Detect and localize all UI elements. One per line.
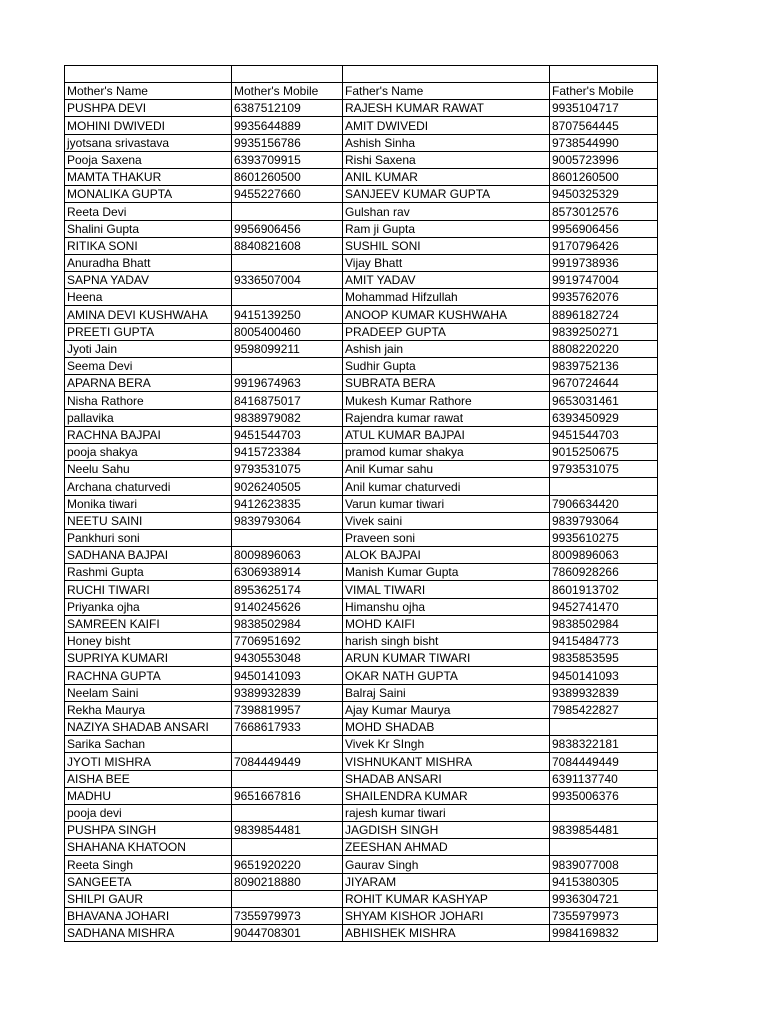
table-row bbox=[65, 306, 658, 323]
mothers-mobile-cell bbox=[232, 890, 343, 907]
fathers-mobile-cell: 9170796426 bbox=[550, 237, 658, 254]
fathers-mobile-cell: 9935610275 bbox=[550, 529, 658, 546]
mothers-name-cell: Neelu Sahu bbox=[65, 461, 232, 478]
fathers-name-cell: Vivek saini bbox=[343, 512, 550, 529]
table-row bbox=[65, 753, 658, 770]
table-row bbox=[65, 100, 658, 117]
header-row bbox=[65, 83, 658, 100]
mothers-name-cell: RUCHI TIWARI bbox=[65, 581, 232, 598]
fathers-name-cell: ZEESHAN AHMAD bbox=[343, 839, 550, 856]
fathers-mobile-cell: 9838322181 bbox=[550, 736, 658, 753]
fathers-mobile-cell: 9738544990 bbox=[550, 134, 658, 151]
mothers-name-cell: BHAVANA JOHARI bbox=[65, 908, 232, 925]
fathers-name-cell: rajesh kumar tiwari bbox=[343, 804, 550, 821]
fathers-name-cell: Anil Kumar sahu bbox=[343, 461, 550, 478]
fathers-name-cell: ARUN KUMAR TIWARI bbox=[343, 650, 550, 667]
table-row bbox=[65, 117, 658, 134]
mothers-name-cell: Rekha Maurya bbox=[65, 701, 232, 718]
fathers-mobile-cell: 9452741470 bbox=[550, 598, 658, 615]
mothers-mobile-cell bbox=[232, 736, 343, 753]
mothers-name-cell: SAMREEN KAIFI bbox=[65, 615, 232, 632]
table-row bbox=[65, 134, 658, 151]
fathers-mobile-cell: 8601260500 bbox=[550, 168, 658, 185]
fathers-name-cell: SHAILENDRA KUMAR bbox=[343, 787, 550, 804]
fathers-mobile-cell: 9839793064 bbox=[550, 512, 658, 529]
fathers-mobile-cell: 9935762076 bbox=[550, 289, 658, 306]
mothers-mobile-cell: 7398819957 bbox=[232, 701, 343, 718]
fathers-mobile-cell: 9415380305 bbox=[550, 873, 658, 890]
fathers-mobile-cell: 9670724644 bbox=[550, 375, 658, 392]
mothers-name-cell: MOHINI DWIVEDI bbox=[65, 117, 232, 134]
fathers-name-cell: Ram ji Gupta bbox=[343, 220, 550, 237]
mothers-mobile-cell: 8840821608 bbox=[232, 237, 343, 254]
mothers-mobile-cell: 9651920220 bbox=[232, 856, 343, 873]
fathers-mobile-cell: 7906634420 bbox=[550, 495, 658, 512]
fathers-mobile-cell bbox=[550, 804, 658, 821]
fathers-mobile-cell: 9936304721 bbox=[550, 890, 658, 907]
table-row bbox=[65, 804, 658, 821]
fathers-mobile-cell: 9450325329 bbox=[550, 186, 658, 203]
mothers-mobile-cell: 9026240505 bbox=[232, 478, 343, 495]
fathers-mobile-cell: 8009896063 bbox=[550, 547, 658, 564]
table-row bbox=[65, 701, 658, 718]
fathers-mobile-cell: 8808220220 bbox=[550, 340, 658, 357]
cell bbox=[65, 66, 232, 83]
table-row bbox=[65, 908, 658, 925]
fathers-name-cell: Sudhir Gupta bbox=[343, 358, 550, 375]
header-fathers-name: Father's Name bbox=[343, 83, 550, 100]
fathers-mobile-cell: 7860928266 bbox=[550, 564, 658, 581]
mothers-mobile-cell: 9651667816 bbox=[232, 787, 343, 804]
mothers-mobile-cell bbox=[232, 254, 343, 271]
fathers-name-cell: VISHNUKANT MISHRA bbox=[343, 753, 550, 770]
table-row bbox=[65, 323, 658, 340]
fathers-mobile-cell: 9015250675 bbox=[550, 443, 658, 460]
table-row bbox=[65, 443, 658, 460]
mothers-name-cell: Neelam Saini bbox=[65, 684, 232, 701]
mothers-name-cell: SADHANA BAJPAI bbox=[65, 547, 232, 564]
mothers-mobile-cell: 8090218880 bbox=[232, 873, 343, 890]
fathers-mobile-cell: 9956906456 bbox=[550, 220, 658, 237]
blank-row bbox=[65, 66, 658, 83]
table-row bbox=[65, 426, 658, 443]
mothers-mobile-cell bbox=[232, 839, 343, 856]
cell bbox=[232, 66, 343, 83]
mothers-mobile-cell: 6387512109 bbox=[232, 100, 343, 117]
mothers-mobile-cell: 8601260500 bbox=[232, 168, 343, 185]
cell bbox=[550, 66, 658, 83]
fathers-name-cell: ALOK BAJPAI bbox=[343, 547, 550, 564]
fathers-name-cell: Mohammad Hifzullah bbox=[343, 289, 550, 306]
mothers-name-cell: SAPNA YADAV bbox=[65, 272, 232, 289]
table-row bbox=[65, 340, 658, 357]
mothers-mobile-cell bbox=[232, 529, 343, 546]
fathers-mobile-cell: 8896182724 bbox=[550, 306, 658, 323]
mothers-mobile-cell bbox=[232, 804, 343, 821]
fathers-mobile-cell: 6391137740 bbox=[550, 770, 658, 787]
table-row bbox=[65, 254, 658, 271]
fathers-name-cell: ATUL KUMAR BAJPAI bbox=[343, 426, 550, 443]
table-row bbox=[65, 839, 658, 856]
fathers-name-cell: Vijay Bhatt bbox=[343, 254, 550, 271]
fathers-mobile-cell: 8573012576 bbox=[550, 203, 658, 220]
mothers-name-cell: MADHU bbox=[65, 787, 232, 804]
fathers-mobile-cell: 7985422827 bbox=[550, 701, 658, 718]
header-mothers-name: Mother's Name bbox=[65, 83, 232, 100]
mothers-name-cell: Sarika Sachan bbox=[65, 736, 232, 753]
mothers-name-cell: Seema Devi bbox=[65, 358, 232, 375]
fathers-mobile-cell: 9839752136 bbox=[550, 358, 658, 375]
parents-contact-table bbox=[64, 65, 658, 942]
fathers-mobile-cell: 9835853595 bbox=[550, 650, 658, 667]
fathers-name-cell: MOHD SHADAB bbox=[343, 718, 550, 735]
cell bbox=[343, 66, 550, 83]
table-row bbox=[65, 220, 658, 237]
mothers-name-cell: Honey bisht bbox=[65, 633, 232, 650]
mothers-mobile-cell: 9838502984 bbox=[232, 615, 343, 632]
mothers-mobile-cell bbox=[232, 770, 343, 787]
fathers-mobile-cell: 9450141093 bbox=[550, 667, 658, 684]
fathers-mobile-cell: 9935006376 bbox=[550, 787, 658, 804]
fathers-mobile-cell: 9451544703 bbox=[550, 426, 658, 443]
spreadsheet bbox=[64, 65, 658, 942]
header-mothers-mobile: Mother's Mobile bbox=[232, 83, 343, 100]
mothers-name-cell: NEETU SAINI bbox=[65, 512, 232, 529]
fathers-mobile-cell: 9839250271 bbox=[550, 323, 658, 340]
table-row bbox=[65, 736, 658, 753]
fathers-name-cell: VIMAL TIWARI bbox=[343, 581, 550, 598]
fathers-name-cell: AMIT DWIVEDI bbox=[343, 117, 550, 134]
mothers-mobile-cell: 8416875017 bbox=[232, 392, 343, 409]
fathers-name-cell: Vivek Kr SIngh bbox=[343, 736, 550, 753]
mothers-name-cell: jyotsana srivastava bbox=[65, 134, 232, 151]
mothers-name-cell: PUSHPA SINGH bbox=[65, 822, 232, 839]
fathers-mobile-cell: 9919747004 bbox=[550, 272, 658, 289]
mothers-name-cell: Archana chaturvedi bbox=[65, 478, 232, 495]
mothers-name-cell: Rashmi Gupta bbox=[65, 564, 232, 581]
fathers-name-cell: Manish Kumar Gupta bbox=[343, 564, 550, 581]
fathers-name-cell: harish singh bisht bbox=[343, 633, 550, 650]
mothers-name-cell: APARNA BERA bbox=[65, 375, 232, 392]
fathers-name-cell: SHADAB ANSARI bbox=[343, 770, 550, 787]
mothers-mobile-cell: 7084449449 bbox=[232, 753, 343, 770]
mothers-name-cell: pallavika bbox=[65, 409, 232, 426]
mothers-name-cell: MAMTA THAKUR bbox=[65, 168, 232, 185]
table-row bbox=[65, 684, 658, 701]
fathers-mobile-cell: 9793531075 bbox=[550, 461, 658, 478]
mothers-mobile-cell: 9412623835 bbox=[232, 495, 343, 512]
fathers-mobile-cell: 7084449449 bbox=[550, 753, 658, 770]
fathers-mobile-cell: 9389932839 bbox=[550, 684, 658, 701]
fathers-mobile-cell: 9653031461 bbox=[550, 392, 658, 409]
fathers-name-cell: PRADEEP GUPTA bbox=[343, 323, 550, 340]
mothers-mobile-cell: 9935644889 bbox=[232, 117, 343, 134]
mothers-name-cell: Shalini Gupta bbox=[65, 220, 232, 237]
fathers-name-cell: Balraj Saini bbox=[343, 684, 550, 701]
mothers-name-cell: AMINA DEVI KUSHWAHA bbox=[65, 306, 232, 323]
mothers-name-cell: Monika tiwari bbox=[65, 495, 232, 512]
table-row bbox=[65, 650, 658, 667]
table-row bbox=[65, 564, 658, 581]
mothers-name-cell: SADHANA MISHRA bbox=[65, 925, 232, 942]
fathers-mobile-cell: 8707564445 bbox=[550, 117, 658, 134]
fathers-name-cell: ANOOP KUMAR KUSHWAHA bbox=[343, 306, 550, 323]
table-row bbox=[65, 375, 658, 392]
fathers-name-cell: JIYARAM bbox=[343, 873, 550, 890]
fathers-name-cell: MOHD KAIFI bbox=[343, 615, 550, 632]
mothers-mobile-cell: 9839793064 bbox=[232, 512, 343, 529]
mothers-mobile-cell: 8953625174 bbox=[232, 581, 343, 598]
table-row bbox=[65, 873, 658, 890]
mothers-mobile-cell: 9793531075 bbox=[232, 461, 343, 478]
mothers-mobile-cell bbox=[232, 289, 343, 306]
mothers-mobile-cell: 9919674963 bbox=[232, 375, 343, 392]
fathers-name-cell: Gaurav Singh bbox=[343, 856, 550, 873]
mothers-name-cell: RACHNA GUPTA bbox=[65, 667, 232, 684]
mothers-mobile-cell: 6306938914 bbox=[232, 564, 343, 581]
fathers-mobile-cell: 9839854481 bbox=[550, 822, 658, 839]
mothers-mobile-cell: 9450141093 bbox=[232, 667, 343, 684]
mothers-mobile-cell: 7668617933 bbox=[232, 718, 343, 735]
fathers-mobile-cell: 9919738936 bbox=[550, 254, 658, 271]
fathers-mobile-cell: 9005723996 bbox=[550, 151, 658, 168]
fathers-name-cell: Himanshu ojha bbox=[343, 598, 550, 615]
fathers-name-cell: ABHISHEK MISHRA bbox=[343, 925, 550, 942]
fathers-mobile-cell bbox=[550, 839, 658, 856]
fathers-mobile-cell: 6393450929 bbox=[550, 409, 658, 426]
mothers-mobile-cell: 9389932839 bbox=[232, 684, 343, 701]
table-row bbox=[65, 358, 658, 375]
fathers-mobile-cell: 9415484773 bbox=[550, 633, 658, 650]
mothers-mobile-cell: 9455227660 bbox=[232, 186, 343, 203]
fathers-name-cell: Ashish Sinha bbox=[343, 134, 550, 151]
mothers-name-cell: Heena bbox=[65, 289, 232, 306]
mothers-name-cell: SHAHANA KHATOON bbox=[65, 839, 232, 856]
mothers-name-cell: SANGEETA bbox=[65, 873, 232, 890]
mothers-name-cell: PREETI GUPTA bbox=[65, 323, 232, 340]
table-row bbox=[65, 718, 658, 735]
mothers-mobile-cell bbox=[232, 358, 343, 375]
mothers-name-cell: Pankhuri soni bbox=[65, 529, 232, 546]
fathers-name-cell: OKAR NATH GUPTA bbox=[343, 667, 550, 684]
table-row bbox=[65, 822, 658, 839]
mothers-mobile-cell: 9838979082 bbox=[232, 409, 343, 426]
mothers-name-cell: pooja devi bbox=[65, 804, 232, 821]
table-row bbox=[65, 615, 658, 632]
fathers-name-cell: SUSHIL SONI bbox=[343, 237, 550, 254]
mothers-name-cell: RITIKA SONI bbox=[65, 237, 232, 254]
table-row bbox=[65, 478, 658, 495]
table-row bbox=[65, 925, 658, 942]
table-row bbox=[65, 890, 658, 907]
fathers-name-cell: pramod kumar shakya bbox=[343, 443, 550, 460]
table-row bbox=[65, 151, 658, 168]
fathers-name-cell: Praveen soni bbox=[343, 529, 550, 546]
fathers-name-cell: JAGDISH SINGH bbox=[343, 822, 550, 839]
fathers-mobile-cell: 7355979973 bbox=[550, 908, 658, 925]
table-row bbox=[65, 770, 658, 787]
table-row bbox=[65, 392, 658, 409]
mothers-name-cell: Reeta Devi bbox=[65, 203, 232, 220]
mothers-mobile-cell: 9140245626 bbox=[232, 598, 343, 615]
table-row bbox=[65, 856, 658, 873]
table-row bbox=[65, 289, 658, 306]
mothers-name-cell: Anuradha Bhatt bbox=[65, 254, 232, 271]
table-row bbox=[65, 203, 658, 220]
fathers-name-cell: Mukesh Kumar Rathore bbox=[343, 392, 550, 409]
mothers-name-cell: pooja shakya bbox=[65, 443, 232, 460]
mothers-name-cell: Nisha Rathore bbox=[65, 392, 232, 409]
table-row bbox=[65, 667, 658, 684]
fathers-name-cell: Varun kumar tiwari bbox=[343, 495, 550, 512]
table-row bbox=[65, 237, 658, 254]
table-row bbox=[65, 598, 658, 615]
fathers-name-cell: SHYAM KISHOR JOHARI bbox=[343, 908, 550, 925]
table-row bbox=[65, 186, 658, 203]
mothers-name-cell: JYOTI MISHRA bbox=[65, 753, 232, 770]
mothers-name-cell: SUPRIYA KUMARI bbox=[65, 650, 232, 667]
fathers-name-cell: Rishi Saxena bbox=[343, 151, 550, 168]
mothers-name-cell: Pooja Saxena bbox=[65, 151, 232, 168]
mothers-name-cell: RACHNA BAJPAI bbox=[65, 426, 232, 443]
fathers-name-cell: Gulshan rav bbox=[343, 203, 550, 220]
fathers-name-cell: AMIT YADAV bbox=[343, 272, 550, 289]
mothers-mobile-cell: 9415723384 bbox=[232, 443, 343, 460]
table-row bbox=[65, 409, 658, 426]
mothers-mobile-cell: 9451544703 bbox=[232, 426, 343, 443]
fathers-name-cell: Ashish jain bbox=[343, 340, 550, 357]
fathers-name-cell: SANJEEV KUMAR GUPTA bbox=[343, 186, 550, 203]
table-row bbox=[65, 787, 658, 804]
mothers-mobile-cell: 9336507004 bbox=[232, 272, 343, 289]
fathers-name-cell: SUBRATA BERA bbox=[343, 375, 550, 392]
fathers-mobile-cell: 8601913702 bbox=[550, 581, 658, 598]
mothers-mobile-cell: 9598099211 bbox=[232, 340, 343, 357]
fathers-mobile-cell: 9935104717 bbox=[550, 100, 658, 117]
mothers-name-cell: PUSHPA DEVI bbox=[65, 100, 232, 117]
mothers-name-cell: Reeta Singh bbox=[65, 856, 232, 873]
mothers-name-cell: NAZIYA SHADAB ANSARI bbox=[65, 718, 232, 735]
mothers-mobile-cell bbox=[232, 203, 343, 220]
mothers-mobile-cell: 9430553048 bbox=[232, 650, 343, 667]
table-row bbox=[65, 495, 658, 512]
fathers-name-cell: Anil kumar chaturvedi bbox=[343, 478, 550, 495]
mothers-name-cell: MONALIKA GUPTA bbox=[65, 186, 232, 203]
mothers-mobile-cell: 8005400460 bbox=[232, 323, 343, 340]
fathers-name-cell: Rajendra kumar rawat bbox=[343, 409, 550, 426]
mothers-mobile-cell: 8009896063 bbox=[232, 547, 343, 564]
fathers-mobile-cell: 9838502984 bbox=[550, 615, 658, 632]
header-fathers-mobile: Father's Mobile bbox=[550, 83, 658, 100]
mothers-name-cell: AISHA BEE bbox=[65, 770, 232, 787]
fathers-name-cell: ANIL KUMAR bbox=[343, 168, 550, 185]
table-row bbox=[65, 461, 658, 478]
mothers-mobile-cell: 9956906456 bbox=[232, 220, 343, 237]
table-row bbox=[65, 168, 658, 185]
mothers-mobile-cell: 9839854481 bbox=[232, 822, 343, 839]
fathers-mobile-cell: 9839077008 bbox=[550, 856, 658, 873]
mothers-mobile-cell: 9044708301 bbox=[232, 925, 343, 942]
fathers-mobile-cell bbox=[550, 478, 658, 495]
mothers-name-cell: SHILPI GAUR bbox=[65, 890, 232, 907]
mothers-name-cell: Priyanka ojha bbox=[65, 598, 232, 615]
mothers-mobile-cell: 7706951692 bbox=[232, 633, 343, 650]
fathers-name-cell: Ajay Kumar Maurya bbox=[343, 701, 550, 718]
table-row bbox=[65, 633, 658, 650]
fathers-mobile-cell bbox=[550, 718, 658, 735]
fathers-name-cell: ROHIT KUMAR KASHYAP bbox=[343, 890, 550, 907]
mothers-mobile-cell: 6393709915 bbox=[232, 151, 343, 168]
table-row bbox=[65, 529, 658, 546]
table-row bbox=[65, 512, 658, 529]
mothers-mobile-cell: 9415139250 bbox=[232, 306, 343, 323]
mothers-name-cell: Jyoti Jain bbox=[65, 340, 232, 357]
fathers-name-cell: RAJESH KUMAR RAWAT bbox=[343, 100, 550, 117]
table-row bbox=[65, 581, 658, 598]
table-row bbox=[65, 272, 658, 289]
mothers-mobile-cell: 9935156786 bbox=[232, 134, 343, 151]
mothers-mobile-cell: 7355979973 bbox=[232, 908, 343, 925]
fathers-mobile-cell: 9984169832 bbox=[550, 925, 658, 942]
table-row bbox=[65, 547, 658, 564]
